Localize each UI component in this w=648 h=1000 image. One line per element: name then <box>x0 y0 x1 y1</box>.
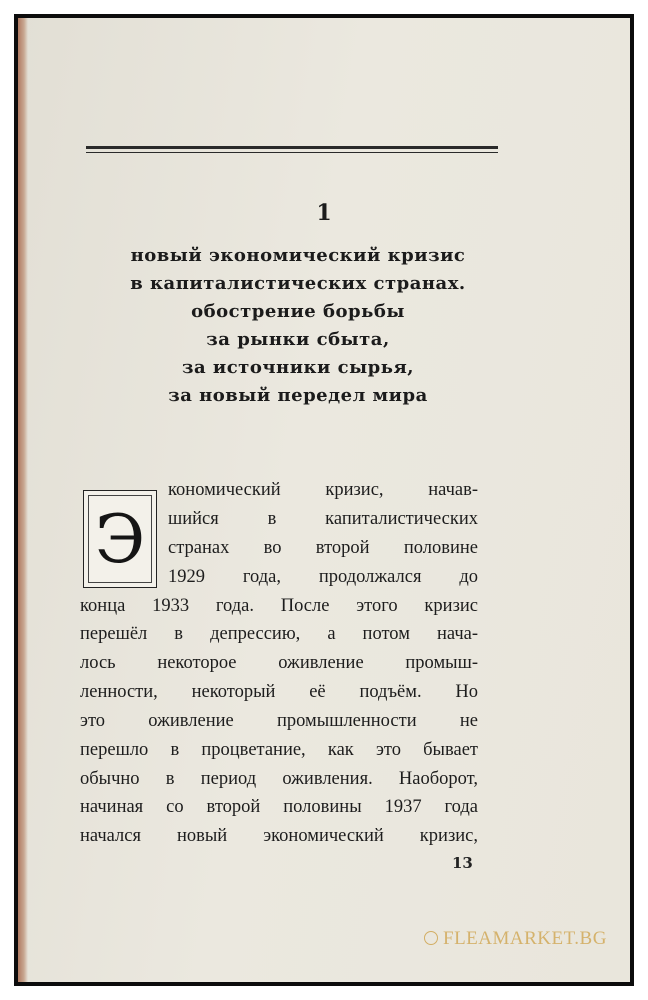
body-paragraph <box>18 18 630 982</box>
body-line: начался новый экономический кризис, <box>80 826 478 846</box>
body-line: конца 1933 года. После этого кризис <box>80 596 478 616</box>
body-line: обычно в период оживления. Наоборот, <box>80 769 478 789</box>
drop-cap-letter: Э <box>88 495 152 583</box>
watermark-logo-icon <box>424 931 438 945</box>
body-line: 1929 года, продолжался до <box>168 567 478 587</box>
chapter-title-line: за источники сырья, <box>181 357 415 378</box>
body-line: перешло в процветание, как это бывает <box>80 740 478 760</box>
chapter-title-line: новый экономический кризис <box>130 245 466 266</box>
body-line: кономический кризис, начав- <box>168 480 478 500</box>
chapter-title-line: в капиталистических странах. <box>130 273 466 294</box>
chapter-title-line: за новый передел мира <box>168 385 428 406</box>
book-page <box>18 18 630 982</box>
body-line: перешёл в депрессию, а потом нача- <box>80 624 478 644</box>
body-line: странах во второй половине <box>168 538 478 558</box>
chapter-title-line: обострение борьбы <box>191 301 405 322</box>
body-line: это оживление промышленности не <box>80 711 478 731</box>
page-number: 13 <box>452 854 473 872</box>
chapter-number: 1 <box>316 200 332 226</box>
watermark-text: FLEAMARKET.BG <box>443 928 607 949</box>
body-line: ленности, некоторый её подъём. Но <box>80 682 478 702</box>
body-line: шийся в капиталистических <box>168 509 478 529</box>
body-line: начиная со второй половины 1937 года <box>80 797 478 817</box>
chapter-title-line: за рынки сбыта, <box>206 329 390 350</box>
watermark <box>424 928 607 950</box>
body-line: лось некоторое оживление промыш- <box>80 653 478 673</box>
